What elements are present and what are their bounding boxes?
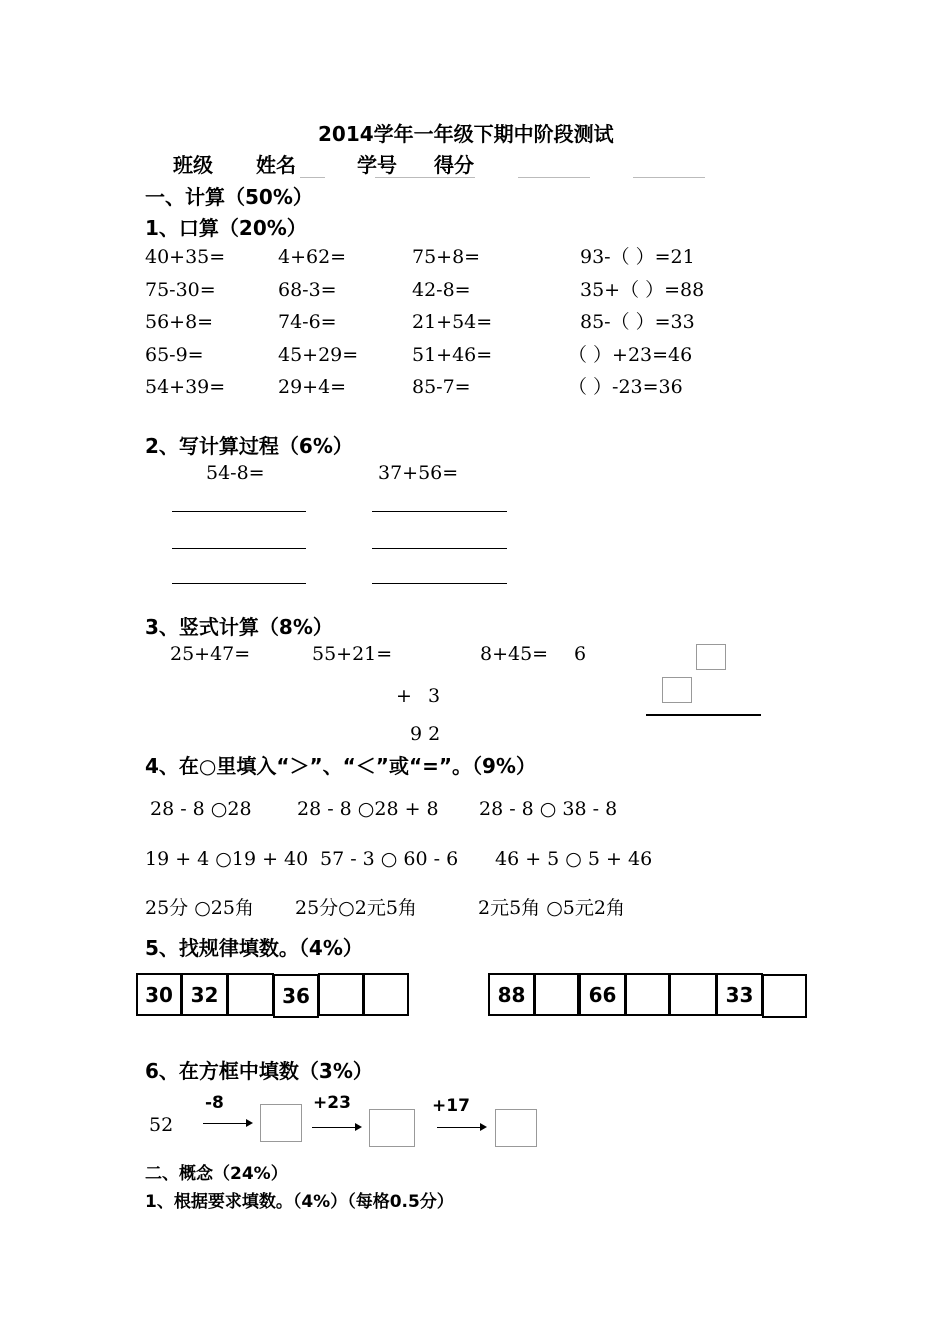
q4-r3c3[interactable]: 2元5角 ○5元2角 xyxy=(478,897,625,919)
q4-r1c1[interactable]: 28 - 8 ○28 xyxy=(150,798,252,820)
q3-vertical-result: 9 2 xyxy=(410,723,441,745)
q5-seq1-cell[interactable] xyxy=(363,973,409,1016)
q1-r3c1[interactable]: 56+8= xyxy=(145,311,214,333)
q1-r3c3[interactable]: 21+54= xyxy=(412,311,493,333)
q5-seq2-cell: 66 xyxy=(579,973,626,1016)
q1-r5c4[interactable]: （ ）-23=36 xyxy=(568,376,683,398)
part2-heading: 二、概念（24%） xyxy=(145,1164,288,1184)
q5-seq2-cell: 88 xyxy=(488,973,535,1016)
q4-r3c2[interactable]: 25分○2元5角 xyxy=(295,897,417,919)
q2-answer-line[interactable] xyxy=(172,511,306,512)
q3-blank-box[interactable] xyxy=(696,644,726,670)
q1-r1c4[interactable]: 93-（ ）=21 xyxy=(580,246,695,268)
q2-answer-line[interactable] xyxy=(372,548,507,549)
q4-r2c2[interactable]: 57 - 3 ○ 60 - 6 xyxy=(320,848,459,870)
q1-r4c3[interactable]: 51+46= xyxy=(412,344,493,366)
q6-arrow-1 xyxy=(203,1123,251,1124)
q3-vertical-top: 6 xyxy=(574,643,587,665)
q3-item-3: 8+45= xyxy=(480,643,549,665)
q3-vertical-rule xyxy=(646,714,761,716)
q4-heading: 4、在○里填入“＞”、“＜”或“=”。（9%） xyxy=(145,754,536,778)
q2-item-1: 54-8= xyxy=(206,462,265,484)
q6-arrow-3 xyxy=(437,1127,485,1128)
q3-vertical-op: + xyxy=(396,685,412,707)
q1-r1c2[interactable]: 4+62= xyxy=(278,246,347,268)
q5-seq2-cell[interactable] xyxy=(669,973,717,1016)
q6-answer-box-1[interactable] xyxy=(260,1104,302,1142)
q3-item-1: 25+47= xyxy=(170,643,251,665)
q6-op-2: +23 xyxy=(313,1093,351,1113)
q3-heading: 3、竖式计算（8%） xyxy=(145,615,333,639)
q2-heading: 2、写计算过程（6%） xyxy=(145,434,353,458)
id-blank[interactable] xyxy=(375,177,475,178)
score-label: 得分 xyxy=(434,153,474,177)
q1-r4c2[interactable]: 45+29= xyxy=(278,344,359,366)
q1-r5c2[interactable]: 29+4= xyxy=(278,376,347,398)
q5-seq1-cell[interactable] xyxy=(318,973,364,1016)
q1-r4c4[interactable]: （ ）+23=46 xyxy=(568,344,693,366)
q4-r3c1[interactable]: 25分 ○25角 xyxy=(145,897,254,919)
q2-answer-line[interactable] xyxy=(372,511,507,512)
q2-item-2: 37+56= xyxy=(378,462,459,484)
q1-r2c2[interactable]: 68-3= xyxy=(278,279,337,301)
q2-answer-line[interactable] xyxy=(172,583,306,584)
q1-r2c4[interactable]: 35+（ ）=88 xyxy=(580,279,705,301)
q5-seq2-cell[interactable] xyxy=(534,973,579,1016)
page-title: 2014学年一年级下期中阶段测试 xyxy=(318,122,614,146)
part2-q1-heading: 1、根据要求填数。（4%）（每格0.5分） xyxy=(145,1192,454,1212)
id-label: 学号 xyxy=(357,153,397,177)
q3-item-2: 55+21= xyxy=(312,643,393,665)
q5-seq1-cell: 36 xyxy=(273,974,319,1018)
q5-seq1-cell: 30 xyxy=(136,973,182,1016)
q1-r4c1[interactable]: 65-9= xyxy=(145,344,204,366)
q5-seq1-cell[interactable] xyxy=(227,973,274,1016)
part1-heading: 一、计算（50%） xyxy=(145,185,313,209)
q1-r1c1[interactable]: 40+35= xyxy=(145,246,226,268)
q6-answer-box-2[interactable] xyxy=(369,1109,415,1147)
q5-seq2-cell[interactable] xyxy=(625,973,670,1016)
q1-r2c3[interactable]: 42-8= xyxy=(412,279,471,301)
q1-r1c3[interactable]: 75+8= xyxy=(412,246,481,268)
q4-r2c3[interactable]: 46 + 5 ○ 5 + 46 xyxy=(495,848,653,870)
q1-r3c2[interactable]: 74-6= xyxy=(278,311,337,333)
q2-answer-line[interactable] xyxy=(172,548,306,549)
q5-seq2-cell[interactable] xyxy=(762,974,807,1018)
q5-seq2-cell: 33 xyxy=(716,973,763,1016)
q6-op-3: +17 xyxy=(432,1096,470,1116)
q5-heading: 5、找规律填数。（4%） xyxy=(145,936,363,960)
q4-r2c1[interactable]: 19 + 4 ○19 + 40 xyxy=(145,848,309,870)
score-blank-2[interactable] xyxy=(633,177,705,178)
class-label: 班级 xyxy=(173,153,213,177)
q2-answer-line[interactable] xyxy=(372,583,507,584)
q6-heading: 6、在方框中填数（3%） xyxy=(145,1059,373,1083)
q4-r1c2[interactable]: 28 - 8 ○28 + 8 xyxy=(297,798,439,820)
score-blank-1[interactable] xyxy=(518,177,590,178)
q6-answer-box-3[interactable] xyxy=(495,1109,537,1147)
q1-r3c4[interactable]: 85-（ ）=33 xyxy=(580,311,695,333)
q1-r5c1[interactable]: 54+39= xyxy=(145,376,226,398)
q3-vertical-mid: 3 xyxy=(428,685,441,707)
q5-seq1-cell: 32 xyxy=(181,973,228,1016)
q6-start-number: 52 xyxy=(149,1114,174,1136)
q1-r2c1[interactable]: 75-30= xyxy=(145,279,216,301)
q4-r1c3[interactable]: 28 - 8 ○ 38 - 8 xyxy=(479,798,618,820)
q1-heading: 1、口算（20%） xyxy=(145,216,307,240)
q3-blank-box[interactable] xyxy=(662,677,692,703)
q6-arrow-2 xyxy=(312,1127,360,1128)
name-label: 姓名 xyxy=(256,153,296,177)
q6-op-1: -8 xyxy=(205,1093,224,1113)
name-blank[interactable] xyxy=(300,177,325,178)
q1-r5c3[interactable]: 85-7= xyxy=(412,376,471,398)
